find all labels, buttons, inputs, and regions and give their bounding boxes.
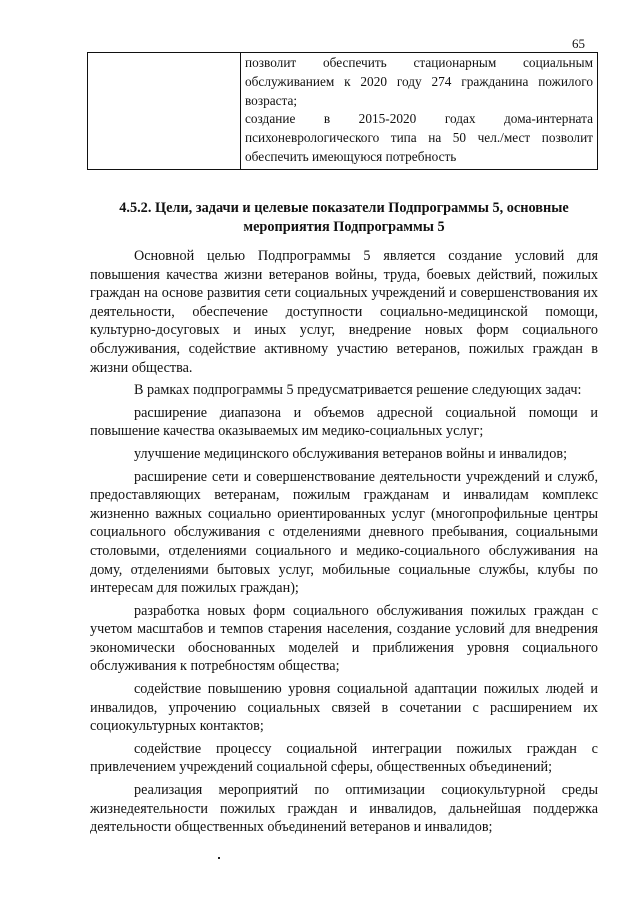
section-heading: 4.5.2. Цели, задачи и целевые показатели Подпрограммы 5, основные мероприятия Подпрограммы 5 xyxy=(119,200,569,235)
page-number: 65 xyxy=(572,36,585,51)
paragraph: содействие повышению уровня социальной адаптации пожилых людей и инвалидов, упрочению социальных связей в сочетании с расширением их социокультурных контактов; xyxy=(90,681,598,735)
table-cell-paragraph: позволит обеспечить стационарным социальным обслуживанием к 2020 году 274 гражданина пожилого возраста; xyxy=(245,55,593,108)
paragraph: улучшение медицинского обслуживания ветеранов войны и инвалидов; xyxy=(134,445,568,462)
continuation-table xyxy=(87,52,598,170)
table-cell-content xyxy=(241,53,598,170)
scan-speck xyxy=(218,857,220,859)
paragraph: расширение диапазона и объемов адресной социальной помощи и повышение качества оказываемых им медико-социальных услуг; xyxy=(90,404,598,440)
paragraph: Основной целью Подпрограммы 5 является создание условий для повышения качества жизни ветеранов войны, труда, боевых действий, пожилых граждан на основе развития сети социальных учреждений и совершенствования их деятельности, обеспечение доступности социально-медицинской помощи, культурно-досуговых и иных услуг, внедрение новых форм социального обслуживания, содействие активному участию ветеранов, пожилых граждан в жизни общества. xyxy=(90,248,598,376)
body-text xyxy=(90,247,598,841)
table-cell-empty xyxy=(88,53,241,170)
paragraph: В рамках подпрограммы 5 предусматривается решение следующих задач: xyxy=(134,382,582,399)
paragraph: расширение сети и совершенствование деятельности учреждений и служб, предоставляющих ветеранам, пожилым гражданам и инвалидам комплекс жизненно важных социально ориентированных услуг (многопрофильные центры социального обслуживания с отделениями дневного пребывания, социальными столовыми, отделениями социального и медико-социального обслуживания на дому, отделениями бытовых услуг, мобильные социальные службы, клубы по интересам для пожилых граждан); xyxy=(90,468,598,597)
table-row xyxy=(88,53,598,170)
paragraph: разработка новых форм социального обслуживания пожилых граждан с учетом масштабов и темпов старения населения, создание условий для внедрения экономически обоснованных моделей и приближения уровня социального обслуживания к потребностям общества; xyxy=(90,602,598,675)
paragraph: реализация мероприятий по оптимизации социокультурной среды жизнедеятельности пожилых граждан и инвалидов, дальнейшая поддержка деятельности общественных объединений ветеранов и инвалидов; xyxy=(90,782,598,836)
paragraph: содействие процессу социальной интеграции пожилых граждан с привлечением учреждений социальной сферы, общественных объединений; xyxy=(90,740,598,776)
table-cell-paragraph: создание в 2015-2020 годах дома-интерната психоневрологического типа на 50 чел./мест позволит обеспечить имеющуюся потребность xyxy=(245,111,593,164)
